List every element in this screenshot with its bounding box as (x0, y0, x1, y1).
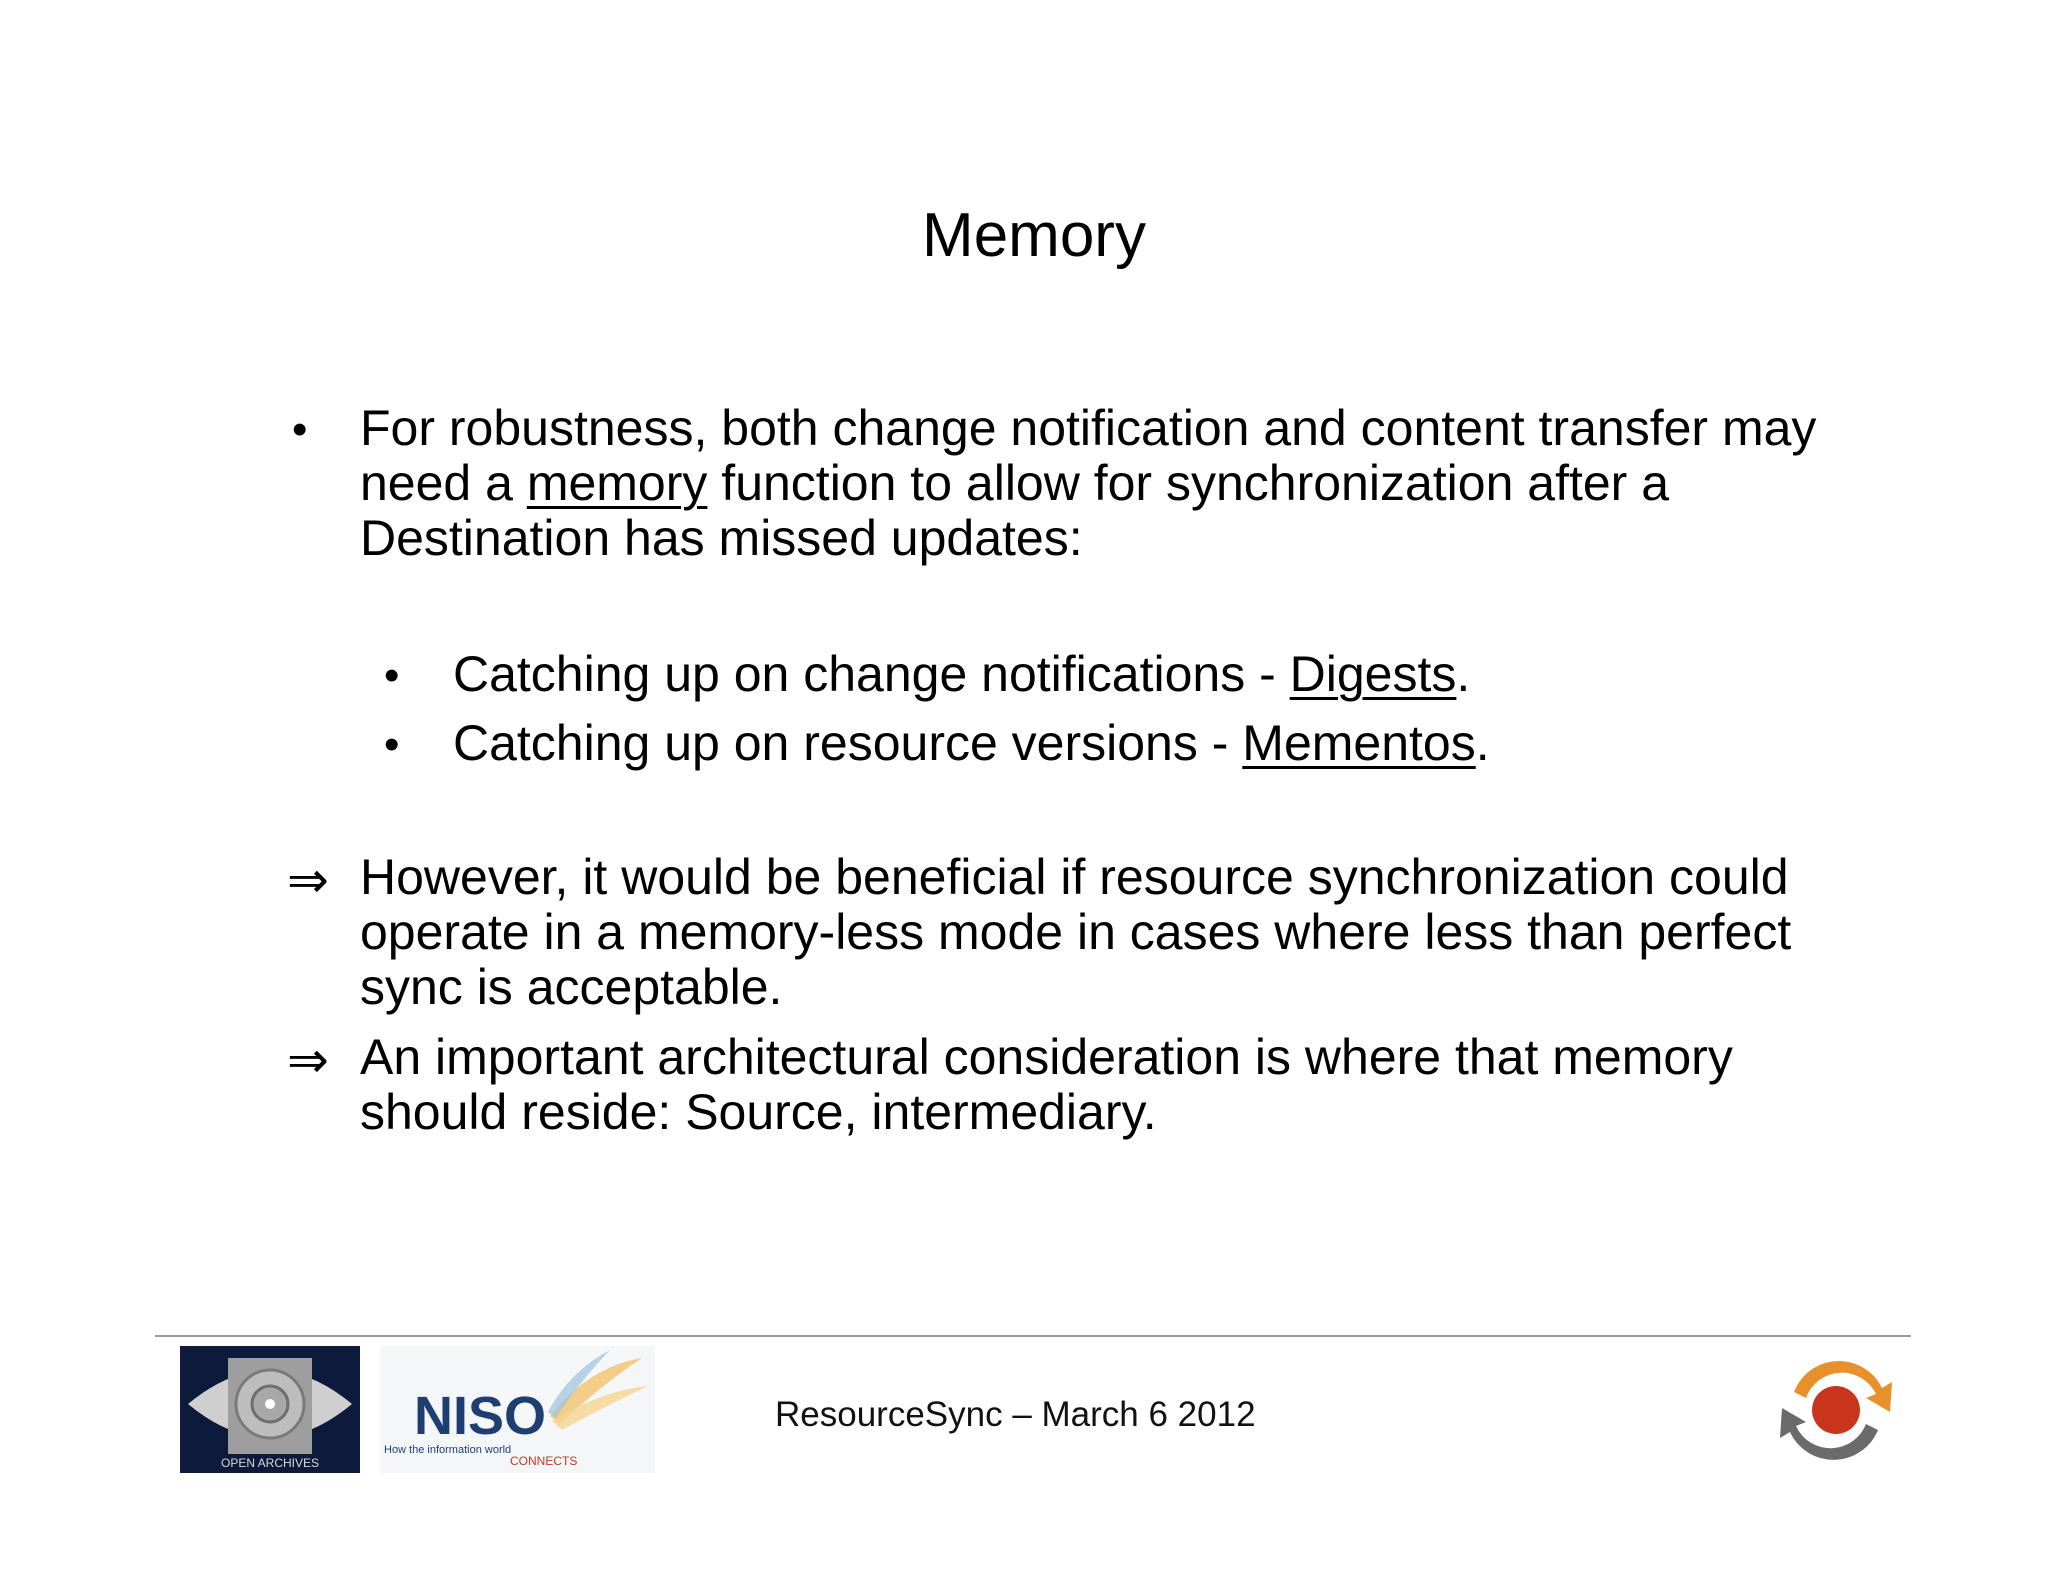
footer-divider (155, 1335, 1911, 1337)
sub-bullet-digests (453, 647, 1853, 702)
footer-caption: ResourceSync – March 6 2012 (775, 1395, 1256, 1434)
implies-arrow-icon: ⇒ (287, 1032, 329, 1088)
sub-bullet-end: . (1475, 715, 1490, 771)
niso-tagline-connects: CONNECTS (510, 1454, 578, 1468)
sub-bullet-marker: • (384, 720, 400, 769)
niso-wordmark: NISO (414, 1386, 547, 1446)
open-archives-label: OPEN ARCHIVES (220, 1456, 320, 1470)
bullet-text-part2: function to allow for synchronization after a Destination has missed updates: (360, 455, 1670, 566)
arrow-point-memoryless: However, it would be beneficial if resource synchronization could operate in a memory-less mode in cases where less than perfect sync is acceptable. (360, 849, 1792, 1015)
slide-title: Memory (922, 201, 1146, 270)
open-archives-logo (180, 1346, 360, 1473)
sub-bullet-marker: • (384, 651, 400, 700)
open-archives-eye-logo-icon (180, 1346, 360, 1473)
sub-bullet-end: . (1456, 646, 1471, 702)
niso-rays-icon (380, 1346, 655, 1473)
niso-logo (380, 1346, 655, 1473)
sub-bullet-mementos (453, 716, 1853, 771)
bullet-marker: • (292, 405, 308, 454)
resourcesync-logo (1772, 1350, 1900, 1470)
implies-arrow-icon: ⇒ (287, 852, 329, 908)
mementos-term: Mementos (1242, 715, 1476, 771)
resourcesync-sync-icon (1772, 1350, 1900, 1470)
sub-bullet-text: Catching up on change notifications - (453, 646, 1290, 702)
arrow-point-architecture: An important architectural consideration is where that memory should reside: Source, intermediary. (360, 1029, 1733, 1140)
memory-term: memory (526, 455, 708, 511)
niso-tagline: How the information world (384, 1444, 512, 1456)
digests-term: Digests (1289, 646, 1457, 702)
bullet-memory-need (360, 401, 1860, 566)
sub-bullet-text: Catching up on resource versions - (453, 715, 1243, 771)
bullet-text-part1: For robustness, both change notification and content transfer may need a (360, 400, 1817, 511)
